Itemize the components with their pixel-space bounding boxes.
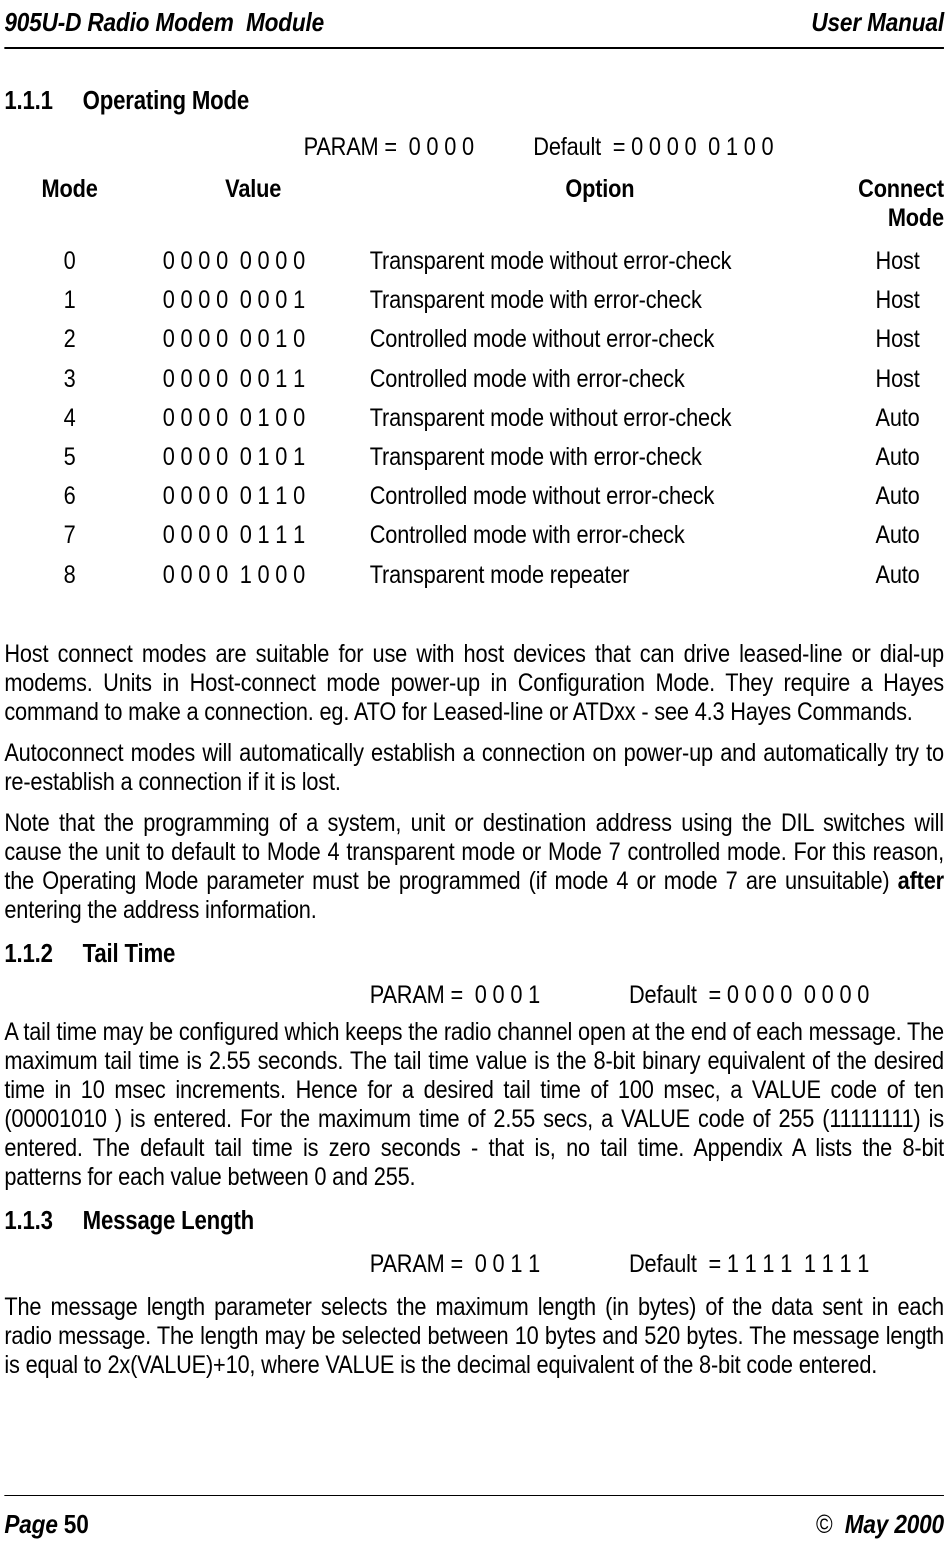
connect-header-line2: Mode: [887, 204, 944, 232]
param-value: PARAM = 0 0 1 1: [369, 1249, 541, 1278]
option-cell: Transparent mode with error-check: [369, 286, 702, 315]
footer-copyright: [816, 1509, 944, 1540]
section-number: 1.1.3: [4, 1206, 53, 1235]
option-cell: Controlled mode without error-check: [369, 482, 715, 511]
paragraph-tail-time: A tail time may be configured which keeps the radio channel open at the end of each message. The maximum tail time is 2.55 seconds. The tail time value is the 8-bit binary equivalent of the desired time in 10 msec increments. Hence for a desired tail time of 100 msec, a VALUE code of ten (00001010 ) is entered. For the maximum time of 2.55 secs, a VALUE code of 255 (11111111) is entered. The default tail time is zero seconds - that is, no tail time. Appendix A lists the 8-bit patterns for each value between 0 and 255.: [4, 1017, 944, 1191]
operating-mode-table: [4, 175, 944, 595]
option-cell: Controlled mode with error-check: [369, 364, 685, 393]
mode-cell: 1: [63, 286, 76, 315]
paragraph-host-connect: Host connect modes are suitable for use with host devices that can drive leased-line or dial-up modems. Units in Host-connect mode power-up in Configuration Mode. They require a Hayes command to make a connection. eg. ATO for Leased-line or ATDxx - see 4.3 Hayes Commands.: [4, 639, 944, 726]
note-bold-word: after: [897, 866, 944, 895]
connect-cell: Host: [875, 325, 920, 354]
mode-cell: 8: [63, 560, 76, 589]
value-cell: 0 0 0 0 0 1 0 1: [162, 443, 306, 472]
table-row: [4, 516, 944, 555]
footer-page-label: Page: [4, 1509, 58, 1539]
mode-cell: 5: [63, 443, 76, 472]
table-row: [4, 281, 944, 320]
connect-cell: Host: [875, 364, 920, 393]
value-column-header: Value: [225, 175, 282, 203]
table-header-row: [4, 175, 944, 242]
mode-cell: 7: [63, 521, 76, 550]
option-cell: Transparent mode repeater: [369, 560, 630, 589]
copyright-icon: ©: [816, 1509, 833, 1539]
connect-cell: Host: [875, 247, 920, 276]
default-value: Default = 1 1 1 1 1 1 1 1: [629, 1249, 870, 1278]
param-value: PARAM = 0 0 0 1: [369, 980, 541, 1009]
note-text-start: Note that the programming of a system, unit or destination address using the DIL switches will cause the unit to default to Mode 4 transparent mode or Mode 7 controlled mode. For this reason, the Operating Mode parameter must be programmed (if mode 4 or mode 7 are unsuitable): [4, 808, 944, 895]
section-title: Message Length: [82, 1206, 255, 1235]
doc-title: 905U-D Radio Modem Module: [4, 7, 325, 37]
table-row: [4, 438, 944, 477]
doc-footer: [4, 1495, 944, 1540]
default-value: Default = 0 0 0 0 0 0 0 0: [629, 980, 870, 1009]
table-row: [4, 399, 944, 438]
connect-header-line1: Connect: [858, 175, 944, 203]
note-text-end: entering the address information.: [4, 895, 317, 924]
section-heading-message-length: [4, 1206, 944, 1236]
table-row: [4, 477, 944, 516]
option-cell: Transparent mode without error-check: [369, 403, 732, 432]
option-cell: Controlled mode with error-check: [369, 521, 685, 550]
footer-page-number: 50: [63, 1509, 89, 1539]
doc-header-right: User Manual: [811, 7, 944, 37]
option-cell: Controlled mode without error-check: [369, 325, 715, 354]
header-divider: [4, 47, 944, 49]
section-title: Tail Time: [82, 939, 176, 968]
footer-page: [4, 1509, 88, 1540]
table-row: [4, 320, 944, 359]
param-line-tail-time: [4, 981, 944, 1010]
mode-cell: 0: [63, 247, 76, 276]
value-cell: 0 0 0 0 0 1 1 1: [162, 521, 306, 550]
mode-column-header: Mode: [41, 175, 98, 203]
section-number: 1.1.2: [4, 939, 53, 968]
option-cell: Transparent mode without error-check: [369, 247, 732, 276]
value-cell: 0 0 0 0 1 0 0 0: [162, 560, 306, 589]
value-cell: 0 0 0 0 0 0 1 1: [162, 364, 306, 393]
mode-cell: 3: [63, 364, 76, 393]
section-heading-tail-time: [4, 939, 944, 969]
connect-mode-column-header: [754, 175, 944, 242]
value-cell: 0 0 0 0 0 0 0 1: [162, 286, 306, 315]
value-cell: 0 0 0 0 0 0 1 0: [162, 325, 306, 354]
value-cell: 0 0 0 0 0 0 0 0: [162, 247, 306, 276]
section-title: Operating Mode: [82, 87, 250, 115]
section-number: 1.1.1: [4, 87, 53, 115]
mode-cell: 4: [63, 403, 76, 432]
mode-cell: 2: [63, 325, 76, 354]
connect-cell: Host: [875, 286, 920, 315]
connect-cell: Auto: [875, 403, 920, 432]
doc-header: [4, 0, 944, 38]
value-cell: 0 0 0 0 0 1 0 0: [162, 403, 306, 432]
connect-cell: Auto: [875, 443, 920, 472]
paragraph-dil-note: [4, 809, 944, 925]
param-line-message-length: [4, 1250, 944, 1279]
paragraph-autoconnect: Autoconnect modes will automatically establish a connection on power-up and automatically try to re-establish a connection if it is lost.: [4, 738, 944, 796]
connect-cell: Auto: [875, 482, 920, 511]
default-value: Default = 0 0 0 0 0 1 0 0: [533, 133, 774, 161]
option-column-header: Option: [565, 175, 635, 203]
connect-cell: Auto: [875, 560, 920, 589]
option-cell: Transparent mode with error-check: [369, 443, 702, 472]
section-heading-operating-mode: [4, 86, 944, 116]
table-row: [4, 360, 944, 399]
param-value: PARAM = 0 0 0 0: [303, 133, 474, 161]
footer-date: May 2000: [844, 1509, 944, 1539]
param-line-operating-mode: [4, 133, 944, 162]
connect-cell: Auto: [875, 521, 920, 550]
mode-cell: 6: [63, 482, 76, 511]
table-row: [4, 242, 944, 281]
paragraph-message-length: The message length parameter selects the maximum length (in bytes) of the data sent in each radio message. The length may be selected between 10 bytes and 520 bytes. The message length is equal to 2x(VALUE)+10, where VALUE is the decimal equivalent of the 8-bit code entered.: [4, 1292, 944, 1379]
value-cell: 0 0 0 0 0 1 1 0: [162, 482, 306, 511]
table-row: [4, 556, 944, 595]
